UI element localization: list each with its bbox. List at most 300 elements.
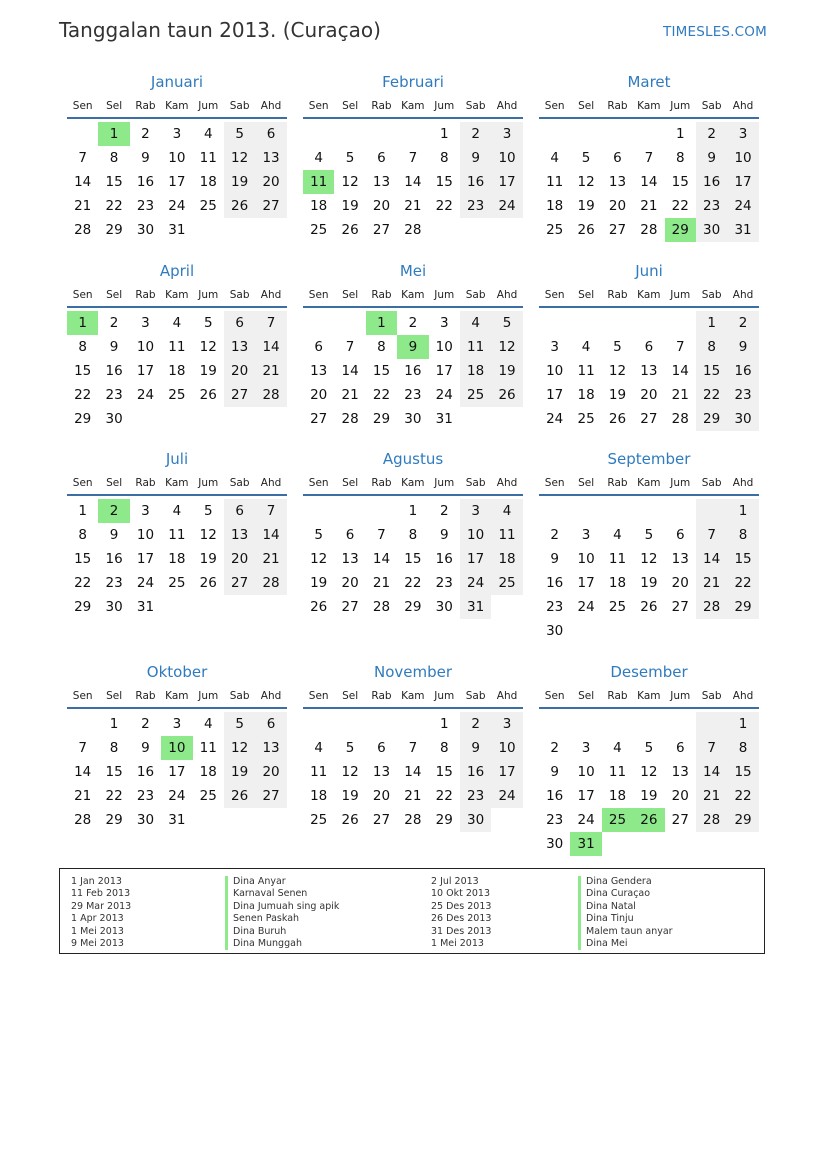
day-cell: 28 <box>255 571 286 595</box>
day-cell: 30 <box>404 411 422 427</box>
day-cell: 23 <box>136 198 155 214</box>
day-cell: 4 <box>172 315 182 331</box>
day-cell: 21 <box>255 547 286 571</box>
weekday-label: Rab <box>371 289 392 301</box>
day-cell-empty <box>539 712 570 736</box>
day-cell: 1 <box>109 716 119 732</box>
day-cell: 20 <box>671 575 689 591</box>
weekday-label: Jum <box>434 289 455 301</box>
holiday-date: 9 Mei 2013 <box>71 937 124 949</box>
month-juli <box>67 449 287 619</box>
day-cell: 22 <box>74 387 92 403</box>
weekday-label: Jum <box>198 289 219 301</box>
day-cell: 17 <box>460 547 491 571</box>
day-cell: 30 <box>136 812 155 828</box>
day-cell: 12 <box>310 551 328 567</box>
day-cell: 18 <box>199 764 217 780</box>
day-cell: 1 <box>439 126 449 142</box>
day-cell: 13 <box>224 523 255 547</box>
day-cell: 25 <box>577 411 595 427</box>
day-cell: 1 <box>727 712 758 736</box>
day-cell: 9 <box>109 527 119 543</box>
day-cell: 2 <box>550 527 559 543</box>
weekday-label: Sab <box>465 477 486 489</box>
day-cell: 26 <box>199 387 217 403</box>
day-cell: 24 <box>136 387 155 403</box>
day-cell: 3 <box>581 740 591 756</box>
day-cell: 29 <box>74 411 92 427</box>
day-cell: 24 <box>577 812 595 828</box>
holiday-date: 10 Okt 2013 <box>431 888 491 900</box>
day-cell: 13 <box>671 764 689 780</box>
day-grid <box>539 122 759 242</box>
day-cell: 3 <box>491 122 522 146</box>
day-cell: 30 <box>136 222 155 238</box>
month-juni <box>539 261 759 431</box>
day-cell: 18 <box>460 359 491 383</box>
day-cell: 18 <box>546 198 564 214</box>
weekday-label: Ahd <box>496 100 518 112</box>
day-cell: 18 <box>577 387 595 403</box>
day-cell-empty <box>696 499 727 523</box>
day-cell: 20 <box>671 788 689 804</box>
day-cell: 30 <box>435 599 453 615</box>
day-cell: 10 <box>577 551 595 567</box>
day-cell: 1 <box>727 499 758 523</box>
day-cell: 10 <box>136 339 155 355</box>
day-cell: 27 <box>255 784 286 808</box>
holiday-name: Karnaval Senen <box>225 888 339 900</box>
day-cell: 29 <box>105 812 123 828</box>
day-cell: 1 <box>408 503 418 519</box>
day-cell: 24 <box>546 411 564 427</box>
weekday-label: Sen <box>544 477 565 489</box>
holiday-date: 31 Des 2013 <box>431 925 492 937</box>
day-cell: 7 <box>408 150 418 166</box>
day-cell: 8 <box>727 736 758 760</box>
holiday-date: 29 Mar 2013 <box>71 900 132 912</box>
weekday-label: Sen <box>308 289 329 301</box>
weekday-header <box>539 685 759 709</box>
day-cell: 4 <box>314 740 323 756</box>
month-name: Maret <box>627 73 671 91</box>
weekday-label: Sen <box>544 100 565 112</box>
day-cell: 12 <box>491 335 522 359</box>
day-cell: 3 <box>141 503 150 519</box>
day-cell: 22 <box>727 571 758 595</box>
day-cell-holiday: 9 <box>397 335 428 359</box>
day-cell: 14 <box>341 363 359 379</box>
day-cell: 20 <box>608 198 627 214</box>
day-cell: 14 <box>74 174 92 190</box>
day-cell: 19 <box>224 170 255 194</box>
day-cell: 16 <box>435 551 453 567</box>
weekday-label: Sel <box>578 690 595 702</box>
day-cell: 24 <box>727 194 758 218</box>
day-cell: 14 <box>255 335 286 359</box>
day-cell: 6 <box>675 527 685 543</box>
day-cell: 27 <box>224 383 255 407</box>
day-cell: 23 <box>105 575 123 591</box>
weekday-label: Sab <box>465 289 486 301</box>
day-cell: 25 <box>491 571 522 595</box>
day-cell: 11 <box>608 764 627 780</box>
day-cell: 26 <box>577 222 595 238</box>
day-cell-empty <box>570 311 601 335</box>
day-cell: 13 <box>372 764 391 780</box>
day-grid <box>539 712 759 856</box>
day-cell: 2 <box>727 311 758 335</box>
holiday-name-column <box>578 876 673 950</box>
day-cell: 15 <box>74 363 92 379</box>
day-cell: 12 <box>199 339 217 355</box>
day-cell: 18 <box>310 788 328 804</box>
weekday-label: Sel <box>342 100 359 112</box>
day-cell: 20 <box>310 387 328 403</box>
day-cell: 21 <box>255 359 286 383</box>
day-cell: 30 <box>460 808 491 832</box>
day-cell: 10 <box>460 523 491 547</box>
day-cell: 27 <box>255 194 286 218</box>
weekday-label: Kam <box>401 477 425 489</box>
day-cell: 22 <box>435 788 453 804</box>
weekday-label: Jum <box>434 100 455 112</box>
weekday-label: Jum <box>198 100 219 112</box>
holiday-name: Dina Buruh <box>225 926 339 938</box>
day-cell: 13 <box>608 174 627 190</box>
day-cell: 6 <box>255 122 286 146</box>
day-cell: 13 <box>372 174 391 190</box>
day-cell: 31 <box>168 222 186 238</box>
holiday-name: Dina Natal <box>578 901 673 913</box>
day-cell-empty <box>303 712 334 736</box>
weekday-header <box>303 95 523 119</box>
day-cell: 3 <box>581 527 591 543</box>
month-september <box>539 449 759 643</box>
day-cell-holiday: 26 <box>633 808 664 832</box>
holiday-name: Dina Tinju <box>578 913 673 925</box>
day-cell: 7 <box>696 523 727 547</box>
day-cell: 27 <box>372 812 391 828</box>
day-cell: 24 <box>577 599 595 615</box>
day-cell: 5 <box>314 527 323 543</box>
day-cell: 19 <box>640 575 658 591</box>
day-cell-empty <box>665 311 696 335</box>
weekday-label: Sen <box>72 100 93 112</box>
day-cell: 3 <box>172 716 182 732</box>
day-cell: 19 <box>199 363 217 379</box>
month-oktober <box>67 662 287 832</box>
month-name: April <box>159 262 195 280</box>
day-cell: 18 <box>310 198 328 214</box>
holiday-date: 1 Mei 2013 <box>71 925 124 937</box>
day-cell: 12 <box>341 764 359 780</box>
weekday-header <box>303 284 523 308</box>
day-cell: 1 <box>675 126 685 142</box>
day-cell: 5 <box>203 315 213 331</box>
weekday-label: Kam <box>401 100 425 112</box>
weekday-label: Ahd <box>732 100 754 112</box>
day-cell: 8 <box>78 527 87 543</box>
day-cell-empty <box>633 712 664 736</box>
day-cell: 28 <box>404 222 422 238</box>
day-cell: 3 <box>439 315 449 331</box>
weekday-label: Sel <box>342 690 359 702</box>
holiday-date: 1 Apr 2013 <box>71 913 124 925</box>
weekday-label: Ahd <box>496 690 518 702</box>
weekday-label: Kam <box>165 690 189 702</box>
day-grid <box>303 499 523 619</box>
month-maret <box>539 72 759 242</box>
day-cell: 11 <box>608 551 627 567</box>
day-cell: 31 <box>168 812 186 828</box>
month-name: Oktober <box>146 663 208 681</box>
weekday-header <box>303 685 523 709</box>
day-cell: 28 <box>255 383 286 407</box>
day-cell: 11 <box>460 335 491 359</box>
day-cell: 20 <box>372 788 391 804</box>
day-cell: 6 <box>314 339 323 355</box>
day-cell: 11 <box>310 764 328 780</box>
day-cell: 5 <box>224 712 255 736</box>
weekday-label: Kam <box>165 477 189 489</box>
day-cell: 16 <box>136 174 155 190</box>
day-cell: 1 <box>78 503 87 519</box>
day-cell: 17 <box>136 551 155 567</box>
day-cell: 27 <box>341 599 359 615</box>
day-cell-empty <box>366 499 397 523</box>
weekday-label: Rab <box>607 289 628 301</box>
day-cell: 2 <box>550 740 559 756</box>
day-cell: 7 <box>408 740 418 756</box>
day-cell-holiday: 1 <box>98 122 129 146</box>
day-cell: 12 <box>640 551 658 567</box>
holiday-name: Dina Munggah <box>225 938 339 950</box>
weekday-label: Sen <box>308 477 329 489</box>
day-cell: 7 <box>377 527 386 543</box>
day-cell: 17 <box>546 387 564 403</box>
day-cell: 28 <box>671 411 689 427</box>
day-cell: 9 <box>141 150 150 166</box>
day-cell: 20 <box>640 387 658 403</box>
day-cell: 24 <box>136 575 155 591</box>
weekday-label: Jum <box>670 289 691 301</box>
day-cell: 4 <box>460 311 491 335</box>
day-cell: 3 <box>460 499 491 523</box>
holiday-date: 1 Mei 2013 <box>431 937 484 949</box>
day-cell: 22 <box>435 198 453 214</box>
weekday-label: Sel <box>578 477 595 489</box>
weekday-label: Rab <box>607 100 628 112</box>
holiday-date-column <box>431 876 491 950</box>
day-cell: 26 <box>224 194 255 218</box>
day-cell: 8 <box>78 339 87 355</box>
day-cell: 26 <box>341 812 359 828</box>
weekday-label: Rab <box>607 690 628 702</box>
day-cell: 27 <box>310 411 328 427</box>
day-cell: 22 <box>105 788 123 804</box>
weekday-label: Ahd <box>260 100 282 112</box>
day-cell: 29 <box>727 595 758 619</box>
day-cell: 21 <box>671 387 689 403</box>
day-cell: 5 <box>644 527 654 543</box>
day-cell: 16 <box>105 363 123 379</box>
weekday-label: Rab <box>135 477 156 489</box>
weekday-label: Jum <box>670 690 691 702</box>
day-cell: 22 <box>105 198 123 214</box>
day-cell: 15 <box>435 764 453 780</box>
day-cell: 21 <box>404 198 422 214</box>
day-cell: 15 <box>105 174 123 190</box>
day-grid <box>67 122 287 242</box>
day-cell: 12 <box>224 736 255 760</box>
day-cell-holiday: 11 <box>303 170 334 194</box>
day-cell: 12 <box>608 363 627 379</box>
brand-link[interactable]: TIMESLES.COM <box>663 24 767 40</box>
weekday-label: Rab <box>135 289 156 301</box>
day-cell: 15 <box>372 363 391 379</box>
day-cell: 4 <box>203 126 213 142</box>
day-cell: 19 <box>341 198 359 214</box>
weekday-label: Kam <box>637 690 661 702</box>
month-agustus <box>303 449 523 619</box>
day-cell: 26 <box>224 784 255 808</box>
holiday-date: 26 Des 2013 <box>431 913 492 925</box>
holiday-date: 11 Feb 2013 <box>71 888 131 900</box>
day-cell: 25 <box>546 222 564 238</box>
day-cell: 16 <box>546 788 564 804</box>
day-cell-empty <box>570 712 601 736</box>
day-cell: 24 <box>491 784 522 808</box>
weekday-label: Ahd <box>496 477 518 489</box>
weekday-label: Kam <box>165 289 189 301</box>
weekday-header <box>67 95 287 119</box>
day-cell-holiday: 29 <box>665 218 696 242</box>
day-cell: 28 <box>696 595 727 619</box>
weekday-label: Jum <box>434 690 455 702</box>
day-cell-empty <box>366 122 397 146</box>
day-cell: 6 <box>675 740 685 756</box>
day-cell: 7 <box>675 339 685 355</box>
day-cell: 29 <box>74 599 92 615</box>
weekday-label: Ahd <box>732 477 754 489</box>
weekday-label: Sen <box>544 690 565 702</box>
day-cell: 1 <box>696 311 727 335</box>
month-februari <box>303 72 523 242</box>
day-cell: 22 <box>671 198 689 214</box>
day-cell: 5 <box>581 150 591 166</box>
weekday-label: Sel <box>342 477 359 489</box>
day-cell: 16 <box>136 764 155 780</box>
day-cell: 7 <box>644 150 654 166</box>
day-cell: 30 <box>105 599 123 615</box>
weekday-label: Sel <box>106 477 123 489</box>
day-cell: 25 <box>608 599 627 615</box>
day-cell: 23 <box>404 387 422 403</box>
day-cell: 10 <box>136 527 155 543</box>
weekday-label: Rab <box>371 690 392 702</box>
day-cell: 10 <box>546 363 564 379</box>
day-cell: 11 <box>491 523 522 547</box>
holiday-date: 2 Jul 2013 <box>431 876 479 887</box>
day-cell-empty <box>570 499 601 523</box>
day-cell: 21 <box>74 198 92 214</box>
day-cell: 21 <box>640 198 658 214</box>
day-cell: 2 <box>460 122 491 146</box>
day-cell-empty <box>303 499 334 523</box>
day-cell: 6 <box>377 150 386 166</box>
month-name: Mei <box>399 262 427 280</box>
day-grid <box>303 712 523 832</box>
day-cell: 15 <box>727 547 758 571</box>
day-cell: 29 <box>435 812 453 828</box>
day-cell-empty <box>334 712 365 736</box>
month-name: Desember <box>610 663 688 681</box>
weekday-label: Rab <box>371 477 392 489</box>
day-cell: 10 <box>435 339 453 355</box>
day-cell: 23 <box>435 575 453 591</box>
day-cell-empty <box>397 712 428 736</box>
day-cell-empty <box>696 712 727 736</box>
day-cell: 16 <box>727 359 758 383</box>
weekday-label: Kam <box>637 477 661 489</box>
day-cell: 15 <box>404 551 422 567</box>
weekday-label: Kam <box>165 100 189 112</box>
day-cell: 30 <box>727 407 758 431</box>
day-cell-empty <box>334 122 365 146</box>
day-cell: 13 <box>255 146 286 170</box>
holiday-name: Dina Gendera <box>578 876 673 888</box>
day-cell: 13 <box>640 363 658 379</box>
weekday-label: Sab <box>701 477 722 489</box>
day-cell-holiday: 2 <box>98 499 129 523</box>
day-cell: 23 <box>460 784 491 808</box>
day-cell: 30 <box>546 836 564 852</box>
day-cell: 13 <box>224 335 255 359</box>
day-cell: 7 <box>255 311 286 335</box>
day-cell-empty <box>303 122 334 146</box>
weekday-label: Sen <box>544 289 565 301</box>
day-cell: 19 <box>491 359 522 383</box>
weekday-label: Ahd <box>732 289 754 301</box>
day-cell: 4 <box>613 740 622 756</box>
day-cell-empty <box>334 311 365 335</box>
day-cell: 15 <box>105 764 123 780</box>
weekday-label: Kam <box>637 100 661 112</box>
weekday-label: Ahd <box>260 477 282 489</box>
day-cell: 10 <box>577 764 595 780</box>
day-cell: 11 <box>577 363 595 379</box>
day-cell: 17 <box>168 764 186 780</box>
day-cell: 18 <box>168 363 186 379</box>
day-cell: 10 <box>727 146 758 170</box>
weekday-label: Sab <box>229 100 250 112</box>
day-cell-empty <box>570 122 601 146</box>
day-cell: 27 <box>671 599 689 615</box>
day-cell: 9 <box>439 527 449 543</box>
day-cell: 9 <box>141 740 150 756</box>
day-cell-empty <box>334 499 365 523</box>
day-cell: 23 <box>727 383 758 407</box>
day-cell: 12 <box>640 764 658 780</box>
day-cell-empty <box>633 311 664 335</box>
month-januari <box>67 72 287 242</box>
day-cell: 31 <box>435 411 453 427</box>
day-cell: 4 <box>581 339 591 355</box>
day-cell: 2 <box>408 315 418 331</box>
day-cell: 26 <box>608 411 627 427</box>
day-cell: 31 <box>727 218 758 242</box>
